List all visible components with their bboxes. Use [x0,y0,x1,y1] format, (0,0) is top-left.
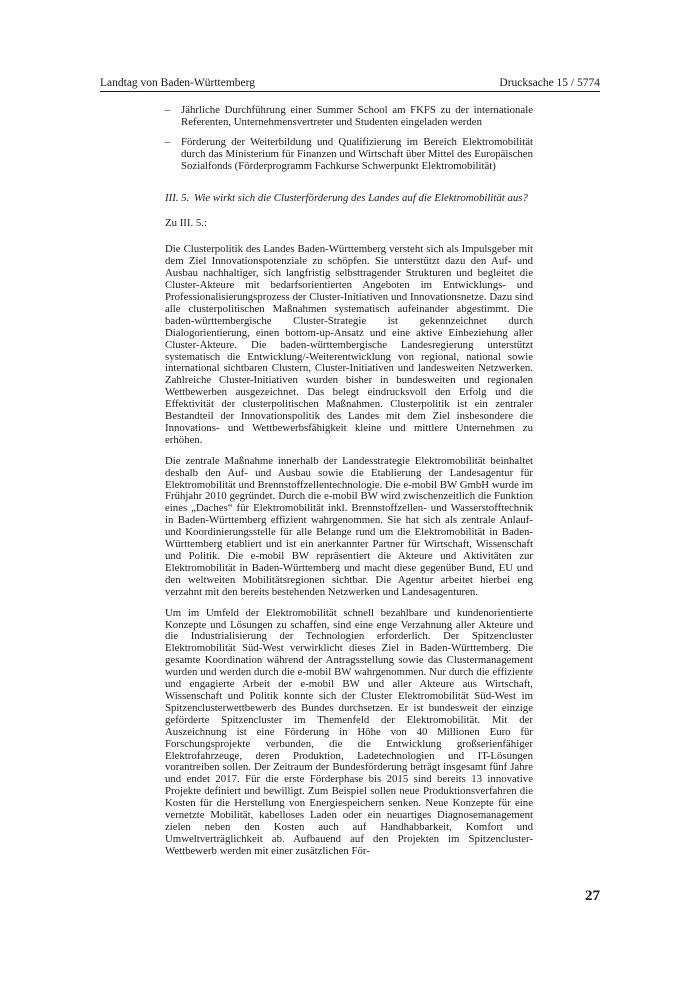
body-paragraph: Die zentrale Maßnahme innerhalb der Landesstrategie Elektromobilität beinhaltet deshalb den Auf- und Ausbau sowie die Etablierung der Landesagentur für Elektromobilität und Brennstoffzellentechnologie. Die e-mobil BW GmbH wurde im Frühjahr 2010 gegründet. Durch die e-mobil BW wird zwischenzeitlich die Funktion eines „Daches“ für Elektromobilität inkl. Brennstoffzellen- und Wasserstofftechnik in Baden-Württemberg effizient wahrgenommen. Sie hat sich als zentrale Anlauf- und Koordinierungsstelle für alle Belange rund um die Elektromobilität in Baden-Württemberg etabliert und ist ein anerkannter Partner für Wirtschaft, Wissenschaft und Politik. Die e-mobil BW repräsentiert die Akteure und Aktivitäten zur Elektromobilität in Baden-Württemberg und macht diese gegenüber Bund, EU und den weltweiten Mobilitätsregionen sichtbar. Die Agentur arbeitet hierbei eng verzahnt mit den bereits bestehenden Netzwerken und Landesagenturen. [165,454,533,598]
bullet-dash: – [165,135,171,148]
bullet-item [165,105,533,129]
body-paragraph: Die Clusterpolitik des Landes Baden-Württemberg versteht sich als Impulsgeber mit dem Ziel Innovationspotenziale zu schöpfen. Sie unterstützt dazu den Auf- und Ausbau nachhaltiger, sich langfristig selbsttragender Strukturen und begleitet die Cluster-Akteure mit bedarfsorientierten Angeboten im Entwicklungs- und Professionalisierungsprozess der Cluster-Initiativen und Innovationsnetze. Dazu sind alle clusterpolitischen Maßnahmen systematisch aufeinander abgestimmt. Die baden-württembergische Cluster-Strategie ist gekennzeichnet durch Dialogorientierung, einen bottom-up-Ansatz und eine aktive Einbeziehung aller Cluster-Akteure. Die baden-württembergische Landesregierung unterstützt systematisch die Entwicklung/-Weiterentwicklung von regional, national sowie international sichtbaren Clustern, Cluster-Initiativen und landesweiten Netzwerken. Zahlreiche Cluster-Initiativen wurden bisher in bundesweiten und regionalen Wettbewerben ausgezeichnet. Das belegt eindrucksvoll den Erfolg und die Effektivität der clusterpolitischen Maßnahmen. Clusterpolitik ist ein zentraler Bestandteil der Innovationspolitik des Landes mit dem Ziel insbesondere die Innovations- und Wettbewerbsfähigkeit kleine und mittlere Unternehmen zu erhöhen. [165,243,533,446]
question-heading [165,193,533,205]
page-number: 27 [585,888,600,904]
header-rule [100,91,600,92]
header-publisher: Landtag von Baden-Württemberg [100,77,255,89]
bullet-item [165,137,533,173]
header-document-number: Drucksache 15 / 5774 [499,77,600,89]
page-header [100,76,600,90]
bullet-dash: – [165,104,171,116]
main-content [165,105,533,867]
question-text: Wie wirkt sich die Clusterförderung des Landes auf die Elektromobilität aus? [194,191,528,204]
question-number: III. 5. [165,191,190,204]
answer-label: Zu III. 5.: [165,217,207,230]
bullet-list [165,105,533,173]
body-paragraph: Um im Umfeld der Elektromobilität schnell bezahlbare und kundenorientierte Konzepte und Lösungen zu schaffen, sind eine enge Verzahnung aller Akteure und die Industrialisierung der Technologien erforderlich. Der Spitzencluster Elektromobilität Süd-West verwirklicht dieses Ziel in Baden-Württemberg. Die gesamte Koordination während der Antragsstellung sowie das Clustermanagement wurden und werden durch die e-mobil BW wahrgenommen. Nur durch die effiziente und engagierte Arbeit der e-mobil BW und aller Akteure aus Wirtschaft, Wissenschaft und Politik konnte sich der Cluster Elektromobilität Süd-West im Spitzenclusterwettbewerb des Bundes durchsetzen. Er ist bundesweit der einzige geförderte Spitzencluster im Themenfeld der Elektromobilität. Mit der Auszeichnung ist eine Förderung in Höhe von 40 Millionen Euro für Forschungsprojekte verbunden, die die Entwicklung großserienfähiger Elektrofahrzeuge, deren Produktion, Ladetechnologien und IT-Lösungen vorantreiben sollen. Der Zeitraum der Bundesförderung beträgt insgesamt fünf Jahre und endet 2017. Für die erste Förderphase bis 2015 sind bereits 13 innovative Projekte definiert und bewilligt. Zum Beispiel sollen neue Produktionsverfahren die Kosten für die Herstellung von Energiespeichern senken. Neue Konzepte für eine vernetzte Mobilität, kabelloses Laden oder ein neuartiges Diagnosemanagement zielen neben den Kosten auch auf Handhabbarkeit, Komfort und Umweltverträglichkeit ab. Aufbauend auf den Projekten im Spitzencluster-Wettbewerb werden mit einer zusätzlichen För- [165,606,533,857]
bullet-text: Jährliche Durchführung einer Summer School am FKFS zu der internationale Referenten, Unternehmensvertreter und Studenten eingeladen werden [181,104,533,128]
bullet-text: Förderung der Weiterbildung und Qualifizierung im Bereich Elektromobilität durch das Ministerium für Finanzen und Wirtschaft über Mittel des Europäischen Sozialfonds (Förderprogramm Fachkurse Schwerpunkt Elektromobilität) [181,135,533,172]
